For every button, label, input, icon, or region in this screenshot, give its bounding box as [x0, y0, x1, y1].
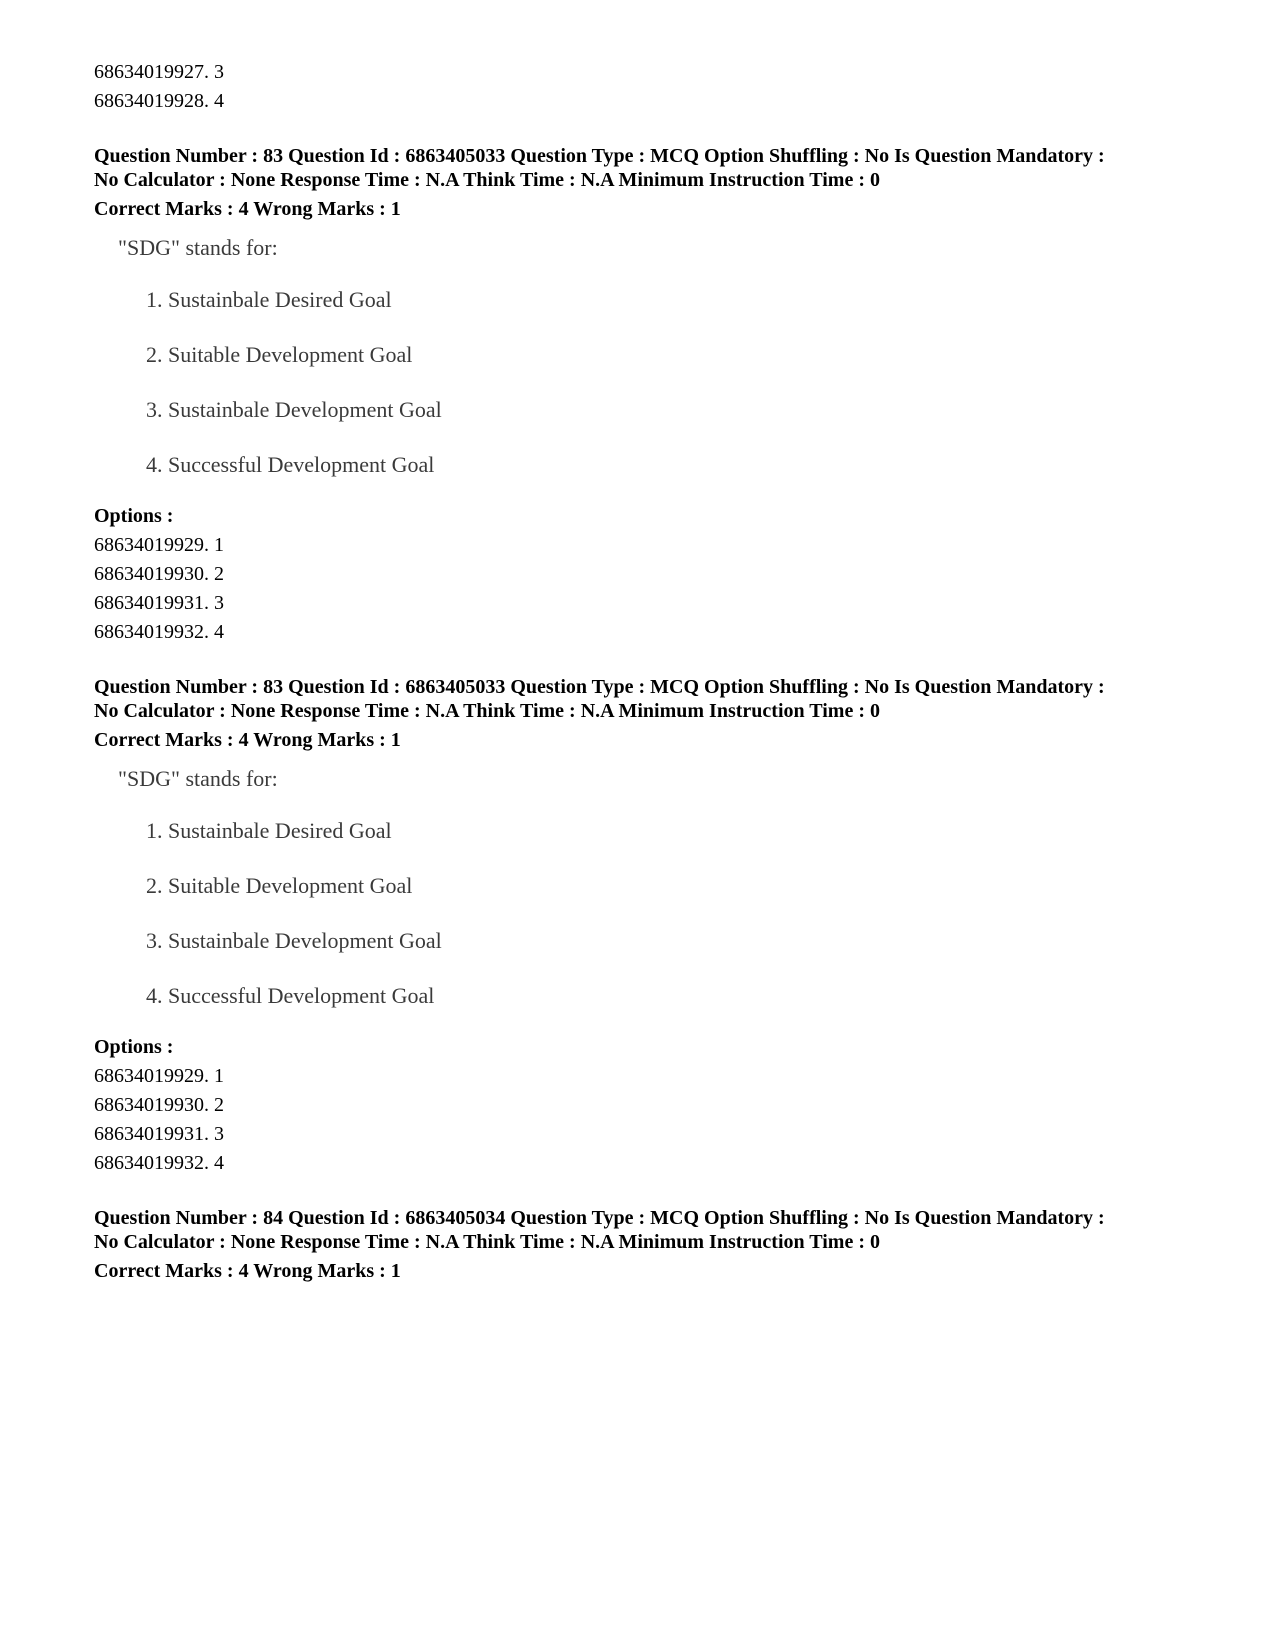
choice-item: 3. Sustainbale Development Goal	[146, 397, 442, 422]
question-header-line: Question Number : 83 Question Id : 6863405033 Question Type : MCQ Option Shuffling : No Is Question Mandatory :	[94, 145, 1105, 167]
question-header-line: Question Number : 84 Question Id : 6863405034 Question Type : MCQ Option Shuffling : No Is Question Mandatory :	[94, 1207, 1105, 1229]
option-item: 68634019931. 3	[94, 592, 224, 614]
option-item: 68634019930. 2	[94, 563, 224, 585]
previous-options-list	[94, 58, 1214, 116]
choice-item: 2. Suitable Development Goal	[146, 342, 413, 367]
question-marks: Correct Marks : 4 Wrong Marks : 1	[94, 729, 401, 751]
choice-list	[118, 285, 1214, 480]
question-content	[118, 233, 1214, 480]
option-item: 68634019931. 3	[94, 1123, 224, 1145]
option-item: 68634019929. 1	[94, 534, 224, 556]
question-block	[94, 144, 1214, 647]
option-item: 68634019932. 4	[94, 1152, 224, 1174]
question-marks: Correct Marks : 4 Wrong Marks : 1	[94, 1260, 401, 1282]
option-item: 68634019928. 4	[94, 90, 224, 112]
choice-item: 2. Suitable Development Goal	[146, 873, 413, 898]
question-header-line: No Calculator : None Response Time : N.A Think Time : N.A Minimum Instruction Time : 0	[94, 700, 880, 722]
option-item: 68634019929. 1	[94, 1065, 224, 1087]
options-list	[94, 1062, 1214, 1178]
choice-item: 1. Sustainbale Desired Goal	[146, 287, 392, 312]
question-header-line: No Calculator : None Response Time : N.A Think Time : N.A Minimum Instruction Time : 0	[94, 1231, 880, 1253]
options-label: Options :	[94, 1036, 174, 1058]
choice-item: 4. Successful Development Goal	[146, 983, 435, 1008]
question-header-line: Question Number : 83 Question Id : 6863405033 Question Type : MCQ Option Shuffling : No Is Question Mandatory :	[94, 676, 1105, 698]
question-marks: Correct Marks : 4 Wrong Marks : 1	[94, 198, 401, 220]
option-item: 68634019932. 4	[94, 621, 224, 643]
question-text: "SDG" stands for:	[118, 766, 278, 791]
option-item: 68634019930. 2	[94, 1094, 224, 1116]
options-label: Options :	[94, 505, 174, 527]
document-page	[94, 58, 1214, 1283]
choice-list	[118, 816, 1214, 1011]
question-text: "SDG" stands for:	[118, 235, 278, 260]
question-block	[94, 675, 1214, 1178]
choice-item: 1. Sustainbale Desired Goal	[146, 818, 392, 843]
choice-item: 3. Sustainbale Development Goal	[146, 928, 442, 953]
options-list	[94, 531, 1214, 647]
choice-item: 4. Successful Development Goal	[146, 452, 435, 477]
question-content	[118, 764, 1214, 1011]
option-item: 68634019927. 3	[94, 61, 224, 83]
question-header-line: No Calculator : None Response Time : N.A Think Time : N.A Minimum Instruction Time : 0	[94, 169, 880, 191]
question-block	[94, 1206, 1214, 1283]
